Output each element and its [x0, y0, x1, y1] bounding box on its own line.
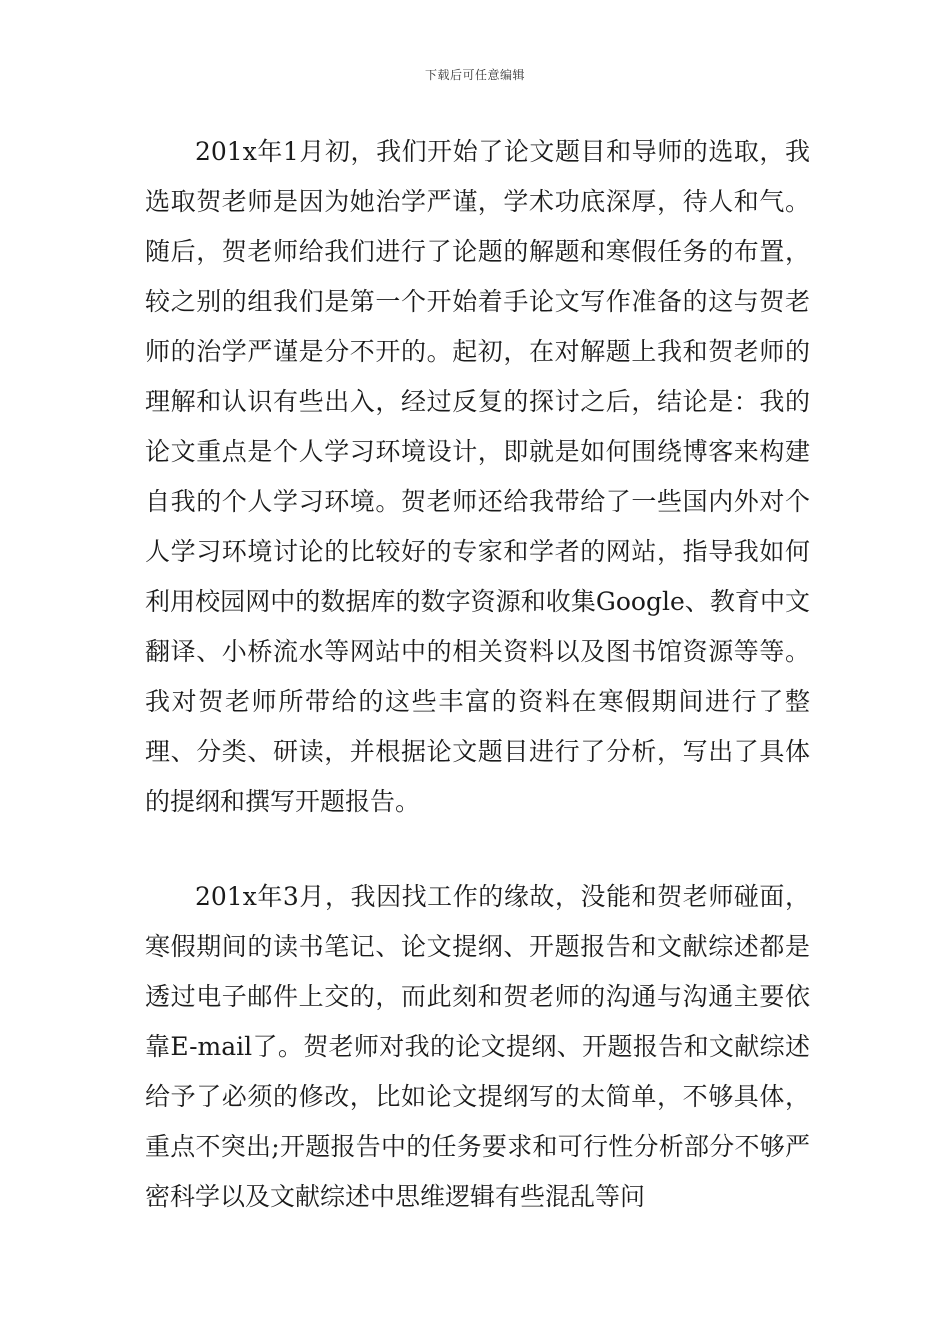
- paragraph-text: 201x年3月，我因找工作的缘故，没能和贺老师碰面，寒假期间的读书笔记、论文提纲、开题报告和文献综述都是透过电子邮件上交的，而此刻和贺老师的沟通与沟通主要依靠E-mail了。贺老师对我的论文提纲、开题报告和文献综述给予了必须的修改，比如论文提纲写的太简单，不够具体，重点不突出;开题报告中的任务要求和可行性分析部分不够严密科学以及文献综述中思维逻辑有些混乱等问: [145, 882, 810, 1211]
- body-paragraph-1: [145, 127, 810, 827]
- body-paragraph-2: [145, 872, 810, 1222]
- header-note: 下载后可任意编辑: [424, 68, 525, 82]
- paragraph-text: 201x年1月初，我们开始了论文题目和导师的选取，我选取贺老师是因为她治学严谨，学术功底深厚，待人和气。随后，贺老师给我们进行了论题的解题和寒假任务的布置，较之别的组我们是第一个开始着手论文写作准备的这与贺老师的治学严谨是分不开的。起初，在对解题上我和贺老师的理解和认识有些出入，经过反复的探讨之后，结论是：我的论文重点是个人学习环境设计，即就是如何围绕博客来构建自我的个人学习环境。贺老师还给我带给了一些国内外对个人学习环境讨论的比较好的专家和学者的网站，指导我如何利用校园网中的数据库的数字资源和收集Google、教育中文翻译、小桥流水等网站中的相关资料以及图书馆资源等等。我对贺老师所带给的这些丰富的资料在寒假期间进行了整理、分类、研读，并根据论文题目进行了分析，写出了具体的提纲和撰写开题报告。: [145, 137, 810, 816]
